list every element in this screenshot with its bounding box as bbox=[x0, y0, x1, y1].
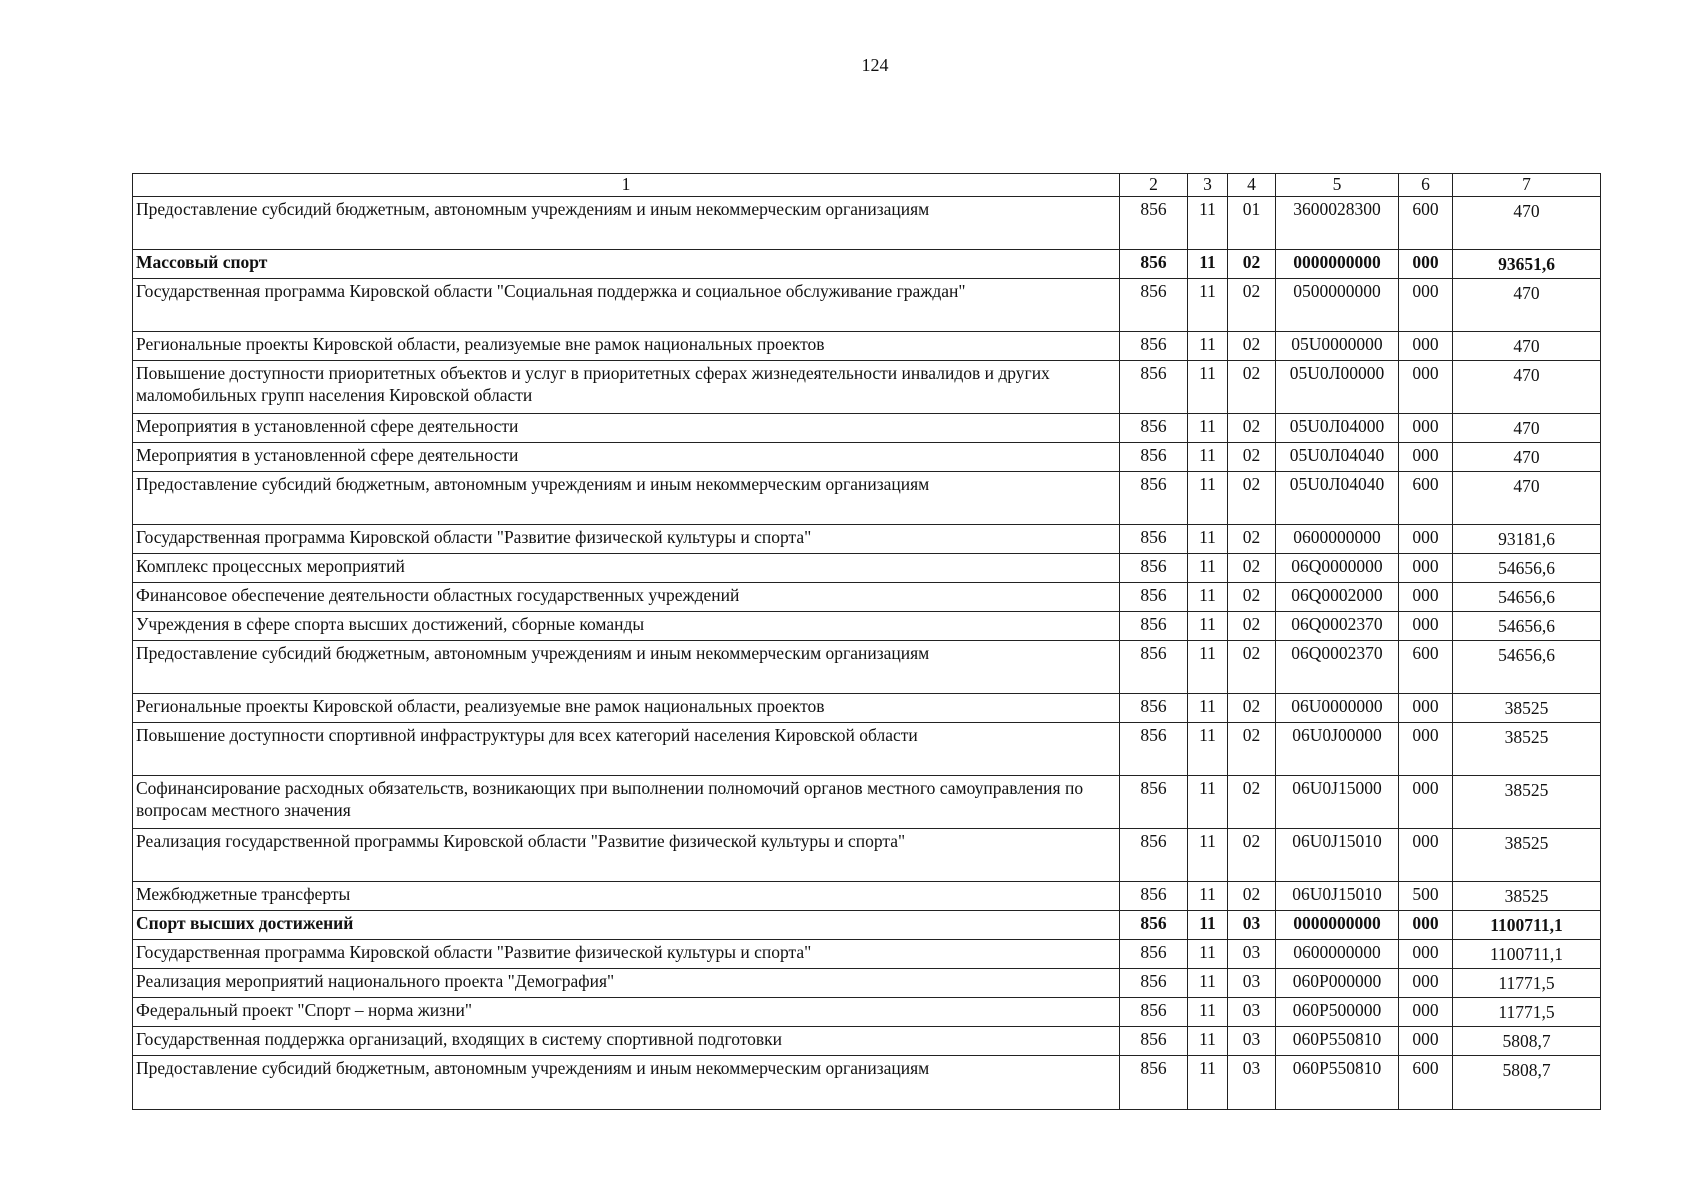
row-col-4-cell: 02 bbox=[1228, 472, 1276, 525]
row-col-7-cell: 93181,6 bbox=[1453, 525, 1601, 554]
row-name-cell: Повышение доступности спортивной инфраструктуры для всех категорий населения Кировской области bbox=[133, 723, 1120, 776]
table-row bbox=[133, 361, 1601, 414]
row-name-cell: Учреждения в сфере спорта высших достижений, сборные команды bbox=[133, 612, 1120, 641]
row-name-cell: Реализация мероприятий национального проекта "Демография" bbox=[133, 969, 1120, 998]
row-col-2-cell: 856 bbox=[1120, 554, 1188, 583]
row-col-6-cell: 000 bbox=[1399, 250, 1453, 279]
table-row bbox=[133, 472, 1601, 525]
row-name-cell: Мероприятия в установленной сфере деятельности bbox=[133, 443, 1120, 472]
row-col-2-cell: 856 bbox=[1120, 197, 1188, 250]
row-name-cell: Спорт высших достижений bbox=[133, 911, 1120, 940]
row-col-6-cell: 000 bbox=[1399, 940, 1453, 969]
table-body bbox=[133, 197, 1601, 1110]
row-col-7-cell: 54656,6 bbox=[1453, 554, 1601, 583]
row-col-6-cell: 600 bbox=[1399, 1056, 1453, 1110]
row-col-3-cell: 11 bbox=[1188, 414, 1228, 443]
row-col-3-cell: 11 bbox=[1188, 332, 1228, 361]
row-col-6-cell: 000 bbox=[1399, 776, 1453, 829]
row-col-4-cell: 03 bbox=[1228, 940, 1276, 969]
row-col-3-cell: 11 bbox=[1188, 882, 1228, 911]
table-row bbox=[133, 525, 1601, 554]
table-row bbox=[133, 694, 1601, 723]
row-col-7-cell: 54656,6 bbox=[1453, 583, 1601, 612]
row-col-7-cell: 38525 bbox=[1453, 829, 1601, 882]
row-col-6-cell: 000 bbox=[1399, 554, 1453, 583]
header-col-6: 6 bbox=[1399, 174, 1453, 197]
row-name-cell: Финансовое обеспечение деятельности областных государственных учреждений bbox=[133, 583, 1120, 612]
row-name-cell: Государственная программа Кировской области "Развитие физической культуры и спорта" bbox=[133, 940, 1120, 969]
row-col-6-cell: 000 bbox=[1399, 583, 1453, 612]
table-row bbox=[133, 279, 1601, 332]
row-col-4-cell: 02 bbox=[1228, 882, 1276, 911]
row-name-cell: Мероприятия в установленной сфере деятельности bbox=[133, 414, 1120, 443]
row-col-3-cell: 11 bbox=[1188, 250, 1228, 279]
row-col-4-cell: 01 bbox=[1228, 197, 1276, 250]
row-col-4-cell: 02 bbox=[1228, 583, 1276, 612]
table-row bbox=[133, 612, 1601, 641]
row-col-6-cell: 000 bbox=[1399, 414, 1453, 443]
row-col-7-cell: 470 bbox=[1453, 279, 1601, 332]
table-row bbox=[133, 443, 1601, 472]
row-col-4-cell: 02 bbox=[1228, 694, 1276, 723]
row-col-5-cell: 06U0J00000 bbox=[1276, 723, 1399, 776]
table-row bbox=[133, 723, 1601, 776]
row-col-4-cell: 02 bbox=[1228, 361, 1276, 414]
row-col-2-cell: 856 bbox=[1120, 969, 1188, 998]
row-col-5-cell: 06U0000000 bbox=[1276, 694, 1399, 723]
row-col-5-cell: 06Q0002370 bbox=[1276, 641, 1399, 694]
header-col-2: 2 bbox=[1120, 174, 1188, 197]
row-col-6-cell: 000 bbox=[1399, 361, 1453, 414]
table-row bbox=[133, 250, 1601, 279]
row-col-3-cell: 11 bbox=[1188, 940, 1228, 969]
row-name-cell: Межбюджетные трансферты bbox=[133, 882, 1120, 911]
row-col-3-cell: 11 bbox=[1188, 998, 1228, 1027]
row-col-2-cell: 856 bbox=[1120, 1027, 1188, 1056]
row-col-3-cell: 11 bbox=[1188, 525, 1228, 554]
row-col-4-cell: 03 bbox=[1228, 911, 1276, 940]
row-col-5-cell: 05U0Л04040 bbox=[1276, 472, 1399, 525]
table-row bbox=[133, 969, 1601, 998]
header-row bbox=[133, 174, 1601, 197]
row-col-2-cell: 856 bbox=[1120, 443, 1188, 472]
row-col-2-cell: 856 bbox=[1120, 940, 1188, 969]
row-col-3-cell: 11 bbox=[1188, 583, 1228, 612]
table-row bbox=[133, 583, 1601, 612]
row-col-5-cell: 0000000000 bbox=[1276, 250, 1399, 279]
row-col-6-cell: 000 bbox=[1399, 723, 1453, 776]
table-row bbox=[133, 1056, 1601, 1110]
row-col-5-cell: 060P500000 bbox=[1276, 998, 1399, 1027]
row-name-cell: Массовый спорт bbox=[133, 250, 1120, 279]
row-col-3-cell: 11 bbox=[1188, 361, 1228, 414]
row-name-cell: Предоставление субсидий бюджетным, автономным учреждениям и иным некоммерческим организациям bbox=[133, 1056, 1120, 1110]
table-row bbox=[133, 882, 1601, 911]
row-col-7-cell: 38525 bbox=[1453, 694, 1601, 723]
header-col-7: 7 bbox=[1453, 174, 1601, 197]
row-col-3-cell: 11 bbox=[1188, 911, 1228, 940]
table-row bbox=[133, 414, 1601, 443]
row-col-2-cell: 856 bbox=[1120, 525, 1188, 554]
row-col-7-cell: 38525 bbox=[1453, 776, 1601, 829]
table-row bbox=[133, 829, 1601, 882]
row-col-7-cell: 38525 bbox=[1453, 723, 1601, 776]
row-col-6-cell: 600 bbox=[1399, 641, 1453, 694]
row-col-3-cell: 11 bbox=[1188, 554, 1228, 583]
row-col-4-cell: 02 bbox=[1228, 332, 1276, 361]
row-col-6-cell: 000 bbox=[1399, 612, 1453, 641]
row-col-7-cell: 1100711,1 bbox=[1453, 911, 1601, 940]
row-col-6-cell: 000 bbox=[1399, 911, 1453, 940]
row-col-6-cell: 000 bbox=[1399, 969, 1453, 998]
header-col-4: 4 bbox=[1228, 174, 1276, 197]
row-col-2-cell: 856 bbox=[1120, 583, 1188, 612]
row-col-3-cell: 11 bbox=[1188, 723, 1228, 776]
row-col-7-cell: 1100711,1 bbox=[1453, 940, 1601, 969]
row-col-7-cell: 93651,6 bbox=[1453, 250, 1601, 279]
table-row bbox=[133, 940, 1601, 969]
row-col-6-cell: 600 bbox=[1399, 472, 1453, 525]
row-col-4-cell: 02 bbox=[1228, 723, 1276, 776]
row-col-5-cell: 05U0Л04040 bbox=[1276, 443, 1399, 472]
row-col-7-cell: 470 bbox=[1453, 414, 1601, 443]
row-col-2-cell: 856 bbox=[1120, 279, 1188, 332]
row-col-4-cell: 03 bbox=[1228, 969, 1276, 998]
row-col-3-cell: 11 bbox=[1188, 776, 1228, 829]
row-name-cell: Комплекс процессных мероприятий bbox=[133, 554, 1120, 583]
row-col-5-cell: 0000000000 bbox=[1276, 911, 1399, 940]
row-col-7-cell: 470 bbox=[1453, 332, 1601, 361]
row-col-7-cell: 11771,5 bbox=[1453, 998, 1601, 1027]
row-col-5-cell: 06U0J15010 bbox=[1276, 882, 1399, 911]
row-col-2-cell: 856 bbox=[1120, 998, 1188, 1027]
row-col-5-cell: 06Q0002370 bbox=[1276, 612, 1399, 641]
row-col-3-cell: 11 bbox=[1188, 443, 1228, 472]
row-col-7-cell: 5808,7 bbox=[1453, 1027, 1601, 1056]
row-col-6-cell: 500 bbox=[1399, 882, 1453, 911]
row-name-cell: Реализация государственной программы Кировской области "Развитие физической культуры и спорта" bbox=[133, 829, 1120, 882]
row-col-5-cell: 06Q0002000 bbox=[1276, 583, 1399, 612]
row-col-5-cell: 06U0J15010 bbox=[1276, 829, 1399, 882]
row-col-2-cell: 856 bbox=[1120, 472, 1188, 525]
budget-table bbox=[132, 173, 1601, 1110]
row-col-6-cell: 000 bbox=[1399, 443, 1453, 472]
row-col-2-cell: 856 bbox=[1120, 829, 1188, 882]
row-col-2-cell: 856 bbox=[1120, 882, 1188, 911]
row-col-6-cell: 000 bbox=[1399, 694, 1453, 723]
row-col-2-cell: 856 bbox=[1120, 332, 1188, 361]
row-name-cell: Региональные проекты Кировской области, реализуемые вне рамок национальных проектов bbox=[133, 694, 1120, 723]
header-col-5: 5 bbox=[1276, 174, 1399, 197]
row-name-cell: Государственная поддержка организаций, входящих в систему спортивной подготовки bbox=[133, 1027, 1120, 1056]
row-col-4-cell: 02 bbox=[1228, 279, 1276, 332]
table-row bbox=[133, 911, 1601, 940]
table-row bbox=[133, 1027, 1601, 1056]
row-col-5-cell: 0600000000 bbox=[1276, 940, 1399, 969]
table-row bbox=[133, 197, 1601, 250]
row-col-6-cell: 000 bbox=[1399, 525, 1453, 554]
table-row bbox=[133, 998, 1601, 1027]
row-col-7-cell: 5808,7 bbox=[1453, 1056, 1601, 1110]
header-col-3: 3 bbox=[1188, 174, 1228, 197]
row-col-6-cell: 000 bbox=[1399, 279, 1453, 332]
row-name-cell: Государственная программа Кировской области "Развитие физической культуры и спорта" bbox=[133, 525, 1120, 554]
row-col-4-cell: 02 bbox=[1228, 641, 1276, 694]
row-name-cell: Предоставление субсидий бюджетным, автономным учреждениям и иным некоммерческим организациям bbox=[133, 641, 1120, 694]
row-col-3-cell: 11 bbox=[1188, 472, 1228, 525]
row-col-5-cell: 060P000000 bbox=[1276, 969, 1399, 998]
header-col-1: 1 bbox=[133, 174, 1120, 197]
row-col-2-cell: 856 bbox=[1120, 612, 1188, 641]
row-col-4-cell: 02 bbox=[1228, 443, 1276, 472]
row-col-7-cell: 470 bbox=[1453, 472, 1601, 525]
row-col-3-cell: 11 bbox=[1188, 1056, 1228, 1110]
row-col-6-cell: 000 bbox=[1399, 998, 1453, 1027]
row-col-4-cell: 03 bbox=[1228, 1027, 1276, 1056]
row-col-4-cell: 03 bbox=[1228, 998, 1276, 1027]
row-col-5-cell: 06U0J15000 bbox=[1276, 776, 1399, 829]
row-col-3-cell: 11 bbox=[1188, 612, 1228, 641]
row-col-4-cell: 02 bbox=[1228, 414, 1276, 443]
row-col-5-cell: 05U0000000 bbox=[1276, 332, 1399, 361]
row-col-5-cell: 06Q0000000 bbox=[1276, 554, 1399, 583]
row-col-2-cell: 856 bbox=[1120, 414, 1188, 443]
row-col-3-cell: 11 bbox=[1188, 829, 1228, 882]
row-col-2-cell: 856 bbox=[1120, 694, 1188, 723]
row-col-2-cell: 856 bbox=[1120, 911, 1188, 940]
row-col-5-cell: 3600028300 bbox=[1276, 197, 1399, 250]
row-col-7-cell: 11771,5 bbox=[1453, 969, 1601, 998]
row-col-6-cell: 000 bbox=[1399, 829, 1453, 882]
row-col-5-cell: 060P550810 bbox=[1276, 1056, 1399, 1110]
row-name-cell: Повышение доступности приоритетных объектов и услуг в приоритетных сферах жизнедеятельности инвалидов и других маломобильных групп населения Кировской области bbox=[133, 361, 1120, 414]
row-name-cell: Региональные проекты Кировской области, реализуемые вне рамок национальных проектов bbox=[133, 332, 1120, 361]
row-col-4-cell: 03 bbox=[1228, 1056, 1276, 1110]
row-name-cell: Предоставление субсидий бюджетным, автономным учреждениям и иным некоммерческим организациям bbox=[133, 197, 1120, 250]
row-col-2-cell: 856 bbox=[1120, 250, 1188, 279]
row-col-2-cell: 856 bbox=[1120, 776, 1188, 829]
row-col-5-cell: 05U0Л00000 bbox=[1276, 361, 1399, 414]
row-col-7-cell: 470 bbox=[1453, 197, 1601, 250]
row-col-7-cell: 54656,6 bbox=[1453, 641, 1601, 694]
row-col-6-cell: 000 bbox=[1399, 332, 1453, 361]
row-col-6-cell: 000 bbox=[1399, 1027, 1453, 1056]
row-col-4-cell: 02 bbox=[1228, 776, 1276, 829]
row-col-5-cell: 0500000000 bbox=[1276, 279, 1399, 332]
table-row bbox=[133, 776, 1601, 829]
row-col-5-cell: 05U0Л04000 bbox=[1276, 414, 1399, 443]
row-col-7-cell: 54656,6 bbox=[1453, 612, 1601, 641]
row-col-2-cell: 856 bbox=[1120, 361, 1188, 414]
row-col-3-cell: 11 bbox=[1188, 694, 1228, 723]
row-name-cell: Предоставление субсидий бюджетным, автономным учреждениям и иным некоммерческим организациям bbox=[133, 472, 1120, 525]
row-col-2-cell: 856 bbox=[1120, 723, 1188, 776]
row-col-4-cell: 02 bbox=[1228, 554, 1276, 583]
row-col-7-cell: 38525 bbox=[1453, 882, 1601, 911]
row-col-3-cell: 11 bbox=[1188, 197, 1228, 250]
row-name-cell: Софинансирование расходных обязательств, возникающих при выполнении полномочий органов местного самоуправления по вопросам местного значения bbox=[133, 776, 1120, 829]
row-col-3-cell: 11 bbox=[1188, 641, 1228, 694]
row-col-5-cell: 060P550810 bbox=[1276, 1027, 1399, 1056]
row-col-4-cell: 02 bbox=[1228, 829, 1276, 882]
table-row bbox=[133, 554, 1601, 583]
row-col-4-cell: 02 bbox=[1228, 250, 1276, 279]
row-col-5-cell: 0600000000 bbox=[1276, 525, 1399, 554]
row-col-4-cell: 02 bbox=[1228, 525, 1276, 554]
row-name-cell: Федеральный проект "Спорт – норма жизни" bbox=[133, 998, 1120, 1027]
row-col-3-cell: 11 bbox=[1188, 279, 1228, 332]
row-name-cell: Государственная программа Кировской области "Социальная поддержка и социальное обслуживание граждан" bbox=[133, 279, 1120, 332]
page-number: 124 bbox=[861, 55, 889, 75]
row-col-6-cell: 600 bbox=[1399, 197, 1453, 250]
row-col-7-cell: 470 bbox=[1453, 361, 1601, 414]
row-col-7-cell: 470 bbox=[1453, 443, 1601, 472]
row-col-2-cell: 856 bbox=[1120, 641, 1188, 694]
table-row bbox=[133, 641, 1601, 694]
table-row bbox=[133, 332, 1601, 361]
row-col-3-cell: 11 bbox=[1188, 969, 1228, 998]
row-col-4-cell: 02 bbox=[1228, 612, 1276, 641]
row-col-2-cell: 856 bbox=[1120, 1056, 1188, 1110]
row-col-3-cell: 11 bbox=[1188, 1027, 1228, 1056]
